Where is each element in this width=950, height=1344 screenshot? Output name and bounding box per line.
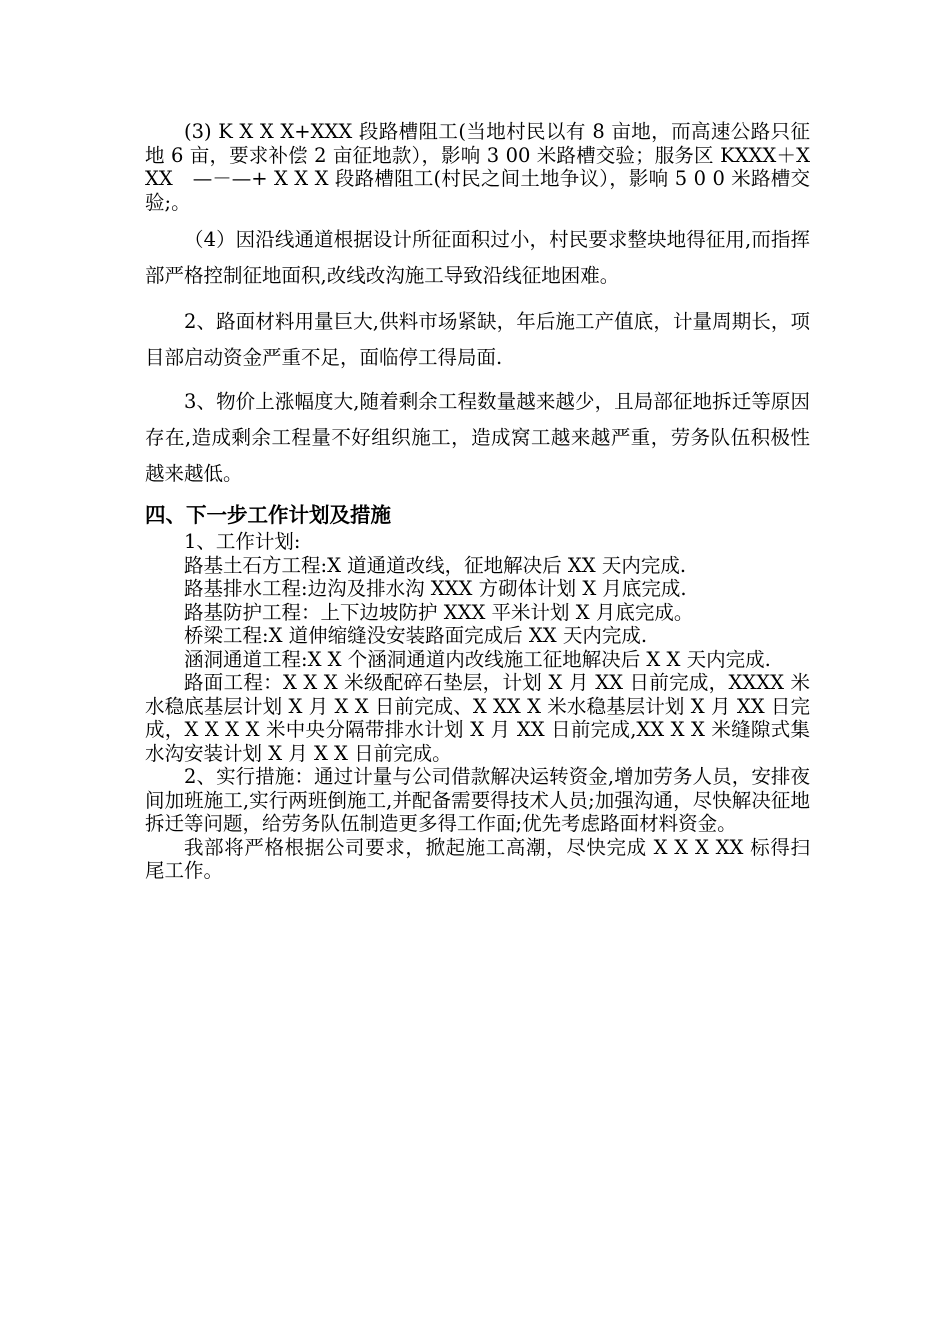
closing-statement: 我部将严格根据公司要求，掀起施工高潮，尽快完成 X X X XX 标得扫尾工作。 (145, 835, 810, 882)
plan-item-earthwork: 路基土石方工程:X 道通道改线，征地解决后 XX 天内完成. (184, 553, 687, 577)
paragraph-item-3: (3) K X X X+XXX 段路槽阻工(当地村民以有 8 亩地，而高速公路只征地 6 亩，要求补偿 2 亩征地款），影响 3 00 米路槽交验；服务区 KXXX＋XXX —－—+ X X X 段路槽阻工(村民之间土地争议），影响 5 0 0 米路槽交验;。 (145, 120, 810, 214)
plan-item-bridge: 桥梁工程:X 道伸缩缝没安装路面完成后 XX 天内完成. (184, 624, 648, 647)
plan-item-slope-protection: 路基防护工程：上下边坡防护 XXX 平米计划 X 月底完成。 (184, 600, 694, 624)
paragraph-problem-2: 2、路面材料用量巨大,供料市场紧缺，年后施工产值底，计量周期长，项目部启动资金严重不足，面临停工得局面. (145, 310, 810, 369)
plan-item-pavement: 路面工程：X X X 米级配碎石垫层，计划 X 月 XX 日前完成，XXXX 米水稳底基层计划 X 月 X X 日前完成、X XX X 米水稳基层计划 X 月 XX 日完成，X X X X 米中央分隔带排水计划 X 月 XX 日前完成,XX X X 米缝隙式集水沟安装计划 X 月 X X 日前完成。 (145, 671, 810, 765)
paragraph-problem-3: 3、物价上涨幅度大,随着剩余工程数量越来越少，且局部征地拆迁等原因存在,造成剩余工程量不好组织施工，造成窝工越来越严重，劳务队伍积极性越来越低。 (145, 390, 810, 485)
plan-item-measures: 2、实行措施：通过计量与公司借款解决运转资金,增加劳务人员，安排夜间加班施工,实行两班倒施工,并配备需要得技术人员;加强沟通，尽快解决征地拆迁等问题，给劳务队伍制造更多得工作面;优先考虑路面材料资金。 (145, 765, 810, 835)
document-body (145, 120, 810, 883)
plan-item-heading: 1、工作计划: (184, 530, 301, 553)
paragraph-item-4: （4）因沿线通道根据设计所征面积过小，村民要求整块地得征用,而指挥部严格控制征地面积,改线改沟施工导致沿线征地困难。 (145, 228, 810, 287)
section-heading: 四、下一步工作计划及措施 (145, 503, 391, 527)
plan-item-culvert: 涵洞通道工程:X X 个涵洞通道内改线施工征地解决后 X X 天内完成. (184, 647, 771, 671)
plan-item-drainage: 路基排水工程:边沟及排水沟 XXX 方砌体计划 X 月底完成. (184, 577, 687, 600)
